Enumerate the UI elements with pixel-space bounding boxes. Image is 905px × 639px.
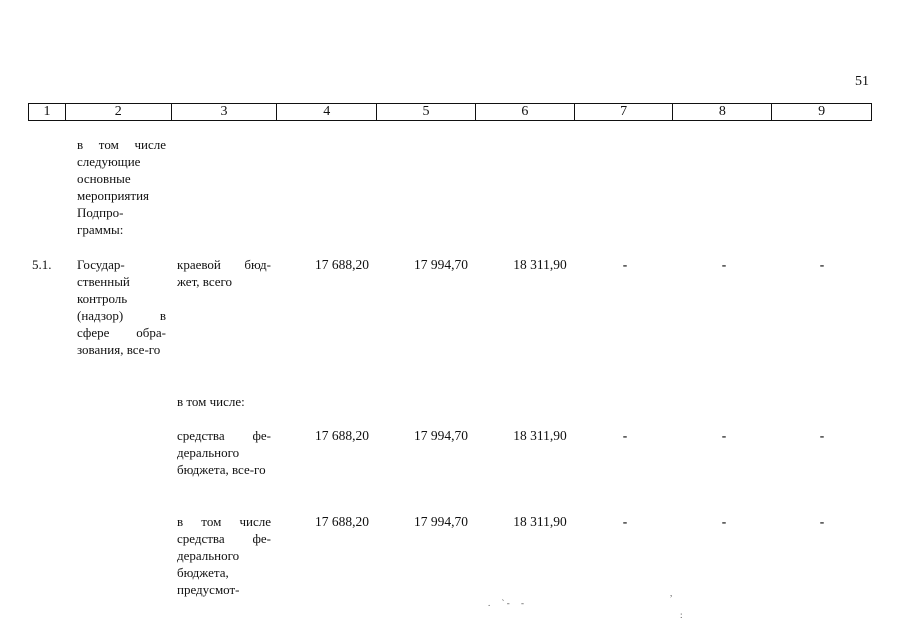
funding-source: средства фе-дерального бюджета, все-го bbox=[177, 428, 271, 477]
scan-speck: , bbox=[670, 588, 673, 598]
header-col-7: 7 bbox=[575, 104, 674, 120]
value-col-8: - bbox=[721, 428, 727, 443]
scan-speck: : bbox=[680, 610, 683, 620]
value-col-6: 18 311,90 bbox=[513, 257, 567, 272]
value-col-9: - bbox=[819, 257, 825, 272]
value-col-5: 17 994,70 bbox=[414, 257, 468, 272]
funding-source: краевой бюд-жет, всего bbox=[177, 257, 271, 289]
value-col-7: - bbox=[622, 428, 628, 443]
value-col-8: - bbox=[721, 257, 727, 272]
value-col-8: - bbox=[721, 514, 727, 529]
header-col-5: 5 bbox=[377, 104, 476, 120]
value-col-4: 17 688,20 bbox=[315, 514, 369, 529]
value-col-7: - bbox=[622, 257, 628, 272]
value-col-6: 18 311,90 bbox=[513, 514, 567, 529]
row-title: Государ-ственный контроль (надзор) в сфере обра-зования, все-го bbox=[77, 257, 166, 357]
table-header-row bbox=[28, 103, 872, 121]
header-col-6: 6 bbox=[476, 104, 575, 120]
value-col-7: - bbox=[622, 514, 628, 529]
page-number: 51 bbox=[855, 74, 869, 89]
value-col-6: 18 311,90 bbox=[513, 428, 567, 443]
value-col-4: 17 688,20 bbox=[315, 257, 369, 272]
funding-source: в том числе средства фе-дерального бюджета, предусмот- bbox=[177, 514, 271, 597]
sub-label: в том числе: bbox=[177, 394, 245, 409]
value-col-9: - bbox=[819, 428, 825, 443]
row-number: 5.1. bbox=[32, 257, 52, 272]
header-col-1: 1 bbox=[29, 104, 66, 120]
intro-subprogram-text: в том числе следующие основные мероприятия Подпро-граммы: bbox=[77, 137, 166, 237]
scan-speck: . ` - - bbox=[488, 598, 524, 608]
header-col-9: 9 bbox=[818, 104, 826, 119]
value-col-4: 17 688,20 bbox=[315, 428, 369, 443]
header-col-4: 4 bbox=[277, 104, 377, 120]
header-col-3: 3 bbox=[172, 104, 278, 120]
header-col-2: 2 bbox=[66, 104, 172, 120]
value-col-5: 17 994,70 bbox=[414, 428, 468, 443]
value-col-5: 17 994,70 bbox=[414, 514, 468, 529]
header-col-8: 8 bbox=[673, 104, 772, 120]
value-col-9: - bbox=[819, 514, 825, 529]
